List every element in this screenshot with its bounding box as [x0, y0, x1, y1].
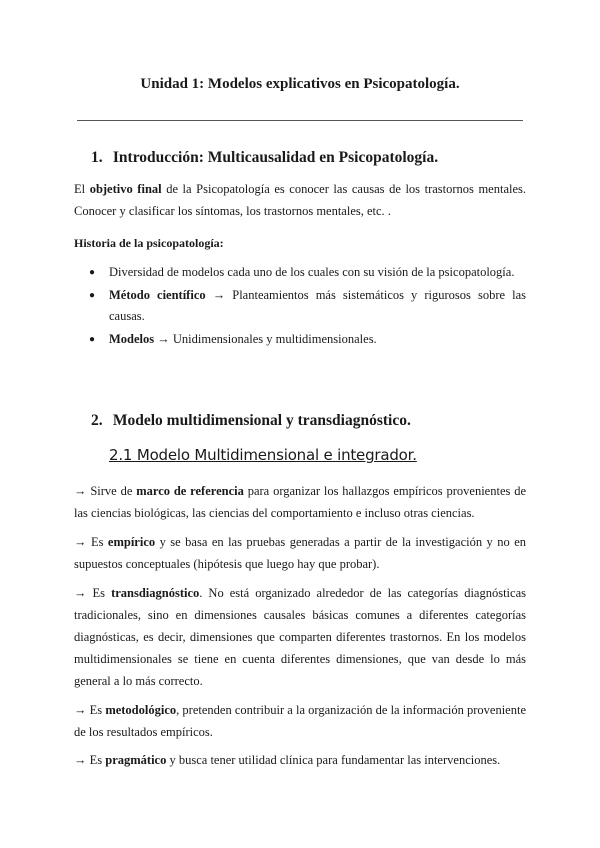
section-2-paragraph — [74, 699, 526, 743]
section-2-paragraph — [74, 531, 526, 575]
history-list — [89, 262, 526, 352]
bold-text: transdiagnóstico — [111, 586, 200, 600]
section-1-paragraph — [74, 178, 526, 222]
text-run: → Planteamientos más sistemáticos y rigurosos sobre las causas. — [109, 288, 526, 323]
text-run: Diversidad de modelos cada uno de los cuales con su visión de la psicopatología. — [109, 265, 515, 279]
text-run: para organizar los hallazgos empíricos provenientes de las ciencias biológicas, las ciencias del comportamiento e incluso otras ciencias. — [74, 484, 526, 520]
bold-text: pragmático — [105, 753, 167, 767]
bold-text: empírico — [107, 535, 156, 549]
bold-text: Modelos — [109, 332, 155, 346]
text-run: → Es — [74, 535, 108, 549]
text-run: , pretenden contribuir a la organización de la información proveniente de los resultados empíricos. — [74, 703, 526, 739]
text-run: → Es — [74, 753, 106, 767]
text-run: y se basa en las pruebas generadas a partir de la investigación y no en supuestos conceptuales (hipótesis que luego hay que probar). — [74, 535, 526, 571]
bold-text: metodológico — [105, 703, 177, 717]
text-run: El — [74, 182, 90, 196]
list-item — [89, 285, 526, 327]
text-run: → Es — [74, 703, 106, 717]
history-heading: Historia de la psicopatología: — [74, 236, 224, 250]
text-run: → Es — [74, 586, 112, 600]
section-2-paragraph — [74, 582, 526, 692]
section-2-number: 2. — [91, 412, 103, 429]
text-run: de la Psicopatología es conocer las causas de los trastornos mentales. Conocer y clasificar los síntomas, los trastornos mentales, etc. . — [74, 182, 527, 218]
title-divider — [77, 120, 523, 121]
bold-text: objetivo final — [89, 182, 162, 196]
section-1-number: 1. — [91, 149, 103, 166]
section-2-paragraph — [74, 480, 526, 524]
section-2-heading — [91, 412, 411, 430]
text-run: . No está organizado alrededor de las categorías diagnósticas tradicionales, sino en dimensiones causales básicas comunes a diferentes categorías diagnósticas, es decir, dimensiones que comparten diferentes trastornos. En los modelos multidimensionales se tiene en cuenta diferentes dimensiones, que van desde lo más general a lo más correcto. — [74, 586, 526, 688]
text-run: → Sirve de — [74, 484, 137, 498]
text-run: y busca tener utilidad clínica para fundamentar las intervenciones. — [166, 753, 501, 767]
subsection-2-1-heading: 2.1 Modelo Multidimensional e integrador. — [109, 446, 417, 464]
section-2-paragraph — [74, 749, 526, 771]
text-run: → Unidimensionales y multidimensionales. — [154, 332, 377, 346]
bullet-icon: ● — [89, 267, 96, 278]
bullet-icon: ● — [89, 334, 96, 345]
section-1-heading — [91, 149, 438, 167]
bold-text: Método científico — [109, 288, 206, 302]
list-item — [89, 329, 526, 350]
document-title: Unidad 1: Modelos explicativos en Psicopatología. — [140, 76, 460, 92]
list-item — [89, 262, 526, 283]
section-1-title: Introducción: Multicausalidad en Psicopatología. — [112, 149, 439, 166]
section-2-title: Modelo multidimensional y transdiagnóstico. — [112, 412, 411, 429]
bullet-icon: ● — [89, 290, 96, 301]
bold-text: marco de referencia — [136, 484, 244, 498]
